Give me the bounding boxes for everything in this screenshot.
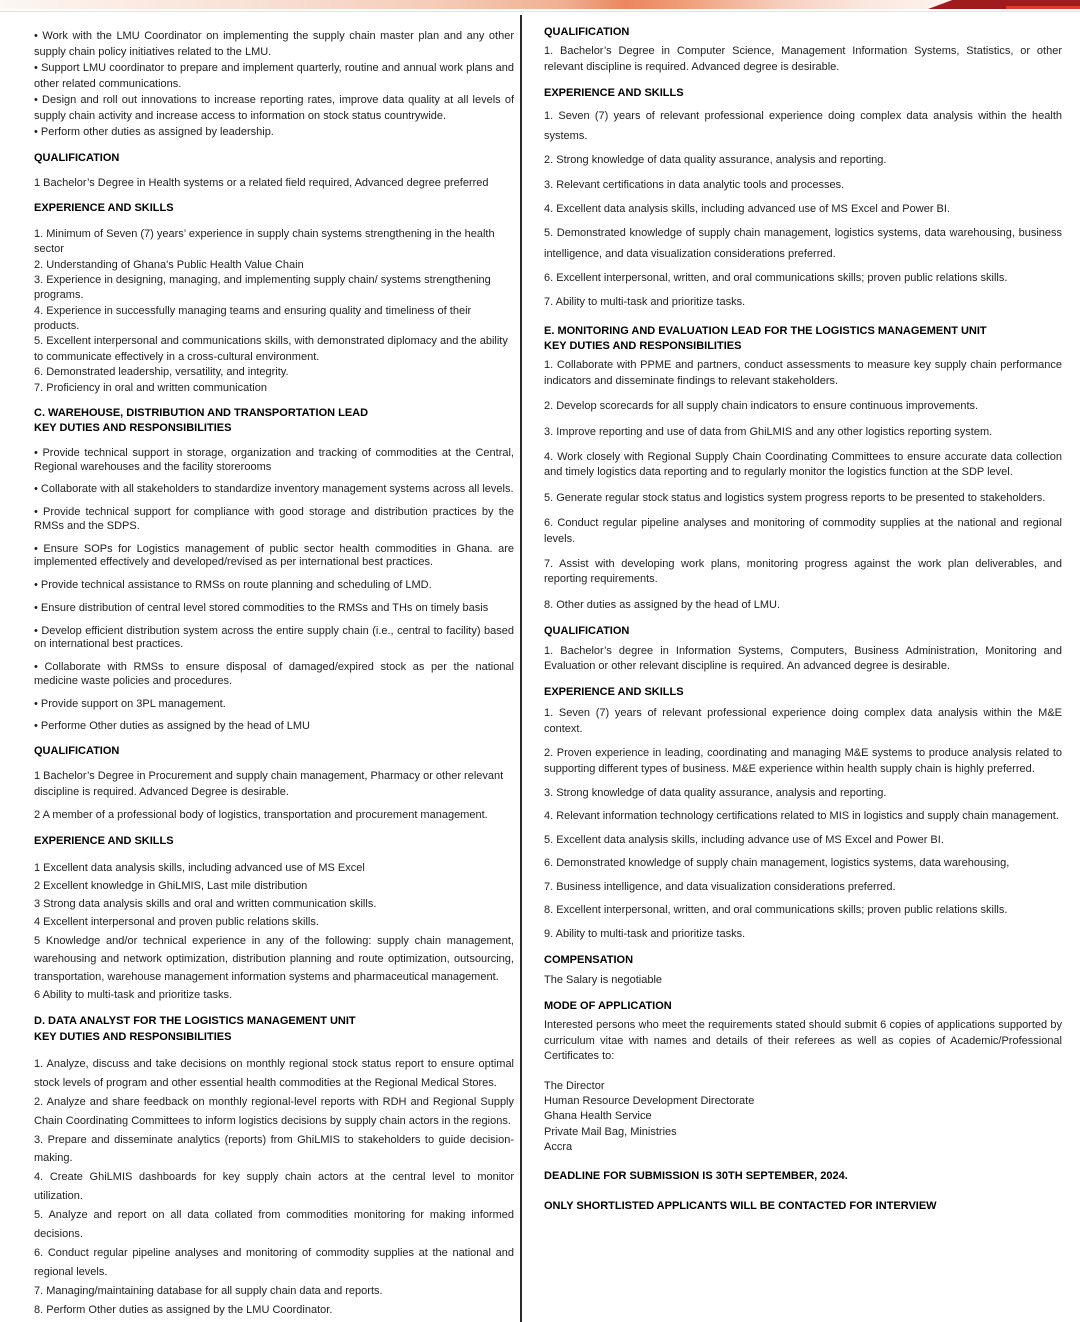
compensation-heading — [544, 953, 1062, 968]
text-line: KEY DUTIES AND RESPONSIBILITIES — [34, 422, 232, 435]
text-line: 6. Conduct regular pipeline analyses and monitoring of commodity supplies at the national and regional levels. — [544, 517, 1062, 545]
section-e-duties — [544, 358, 1062, 613]
text-line: The Director — [544, 1079, 605, 1092]
qualification-heading-e — [544, 624, 1062, 639]
text-line: 6 Ability to multi-task and prioritize tasks. — [34, 989, 233, 1001]
text-line: 1. Bachelor’s degree in Information Systems, Computers, Business Administration, Monitoring and Evaluation or other relevant discipline is required. An advanced degree is desirable. — [544, 644, 1062, 672]
text-line: • Collaborate with RMSs to ensure disposal of damaged/expired stock as per the national medicine waste policies and procedures. — [34, 661, 514, 687]
text-line: 1. Collaborate with PPME and partners, conduct assessments to measure key supply chain performance indicators and disseminate findings to relevant stakeholders. — [544, 359, 1062, 387]
qualification-item-b — [34, 176, 514, 191]
text-line: 5 Knowledge and/or technical experience in any of the following: supply chain management, warehousing and network optimization, distribution planning and route optimization, outsourcing, transportation, warehouse management information systems and pharmaceutical management. — [34, 934, 514, 983]
text-line: • Ensure distribution of central level stored commodities to the RMSs and THs on timely basis — [34, 601, 489, 614]
qualification-heading-c — [34, 744, 514, 759]
text-line: 3. Improve reporting and use of data from GhiLMIS and any other logistics reporting system. — [544, 425, 993, 438]
text-line: EXPERIENCE AND SKILLS — [34, 834, 174, 847]
text-line: 5. Excellent interpersonal and communications skills, with demonstrated diplomacy and the ability to communicate effectively in a cross-cultural environment. — [34, 335, 508, 363]
text-line: • Perform other duties as assigned by leadership. — [34, 125, 274, 138]
qualification-list-c — [34, 769, 514, 823]
text-line: The Salary is negotiable — [544, 973, 663, 986]
section-d-duties — [34, 1055, 514, 1320]
text-line: 1 Excellent data analysis skills, including advanced use of MS Excel — [34, 862, 365, 875]
text-line: Human Resource Development Directorate — [544, 1094, 755, 1107]
text-line: 2. Develop scorecards for all supply chain indicators to ensure continuous improvements. — [544, 400, 979, 413]
text-line: QUALIFICATION — [544, 625, 630, 638]
text-line: COMPENSATION — [544, 954, 634, 967]
text-line: 7. Managing/maintaining database for all supply chain data and reports. — [34, 1284, 383, 1297]
header-bright-red-band — [1006, 6, 1080, 9]
text-line: 7. Ability to multi-task and prioritize tasks. — [544, 296, 746, 309]
text-line: 5. Demonstrated knowledge of supply chain management, logistics systems, data warehousing, business intelligence, and data visualization considerations preferred. — [544, 227, 1062, 260]
text-line: 1. Analyze, discuss and take decisions on monthly regional stock status report to ensure optimal stock levels of program and other essential health commodities at the Regional Medical Stores. — [34, 1057, 514, 1089]
text-line: • Provide technical support for compliance with good storage and distribution practices by the RMSs and the SDPS. — [34, 506, 514, 532]
mode-of-application-text — [544, 1018, 1062, 1064]
text-line: 7. Assist with developing work plans, monitoring progress against the work plan deliverables, and reporting requirements. — [544, 557, 1062, 586]
experience-list-b — [34, 227, 514, 396]
text-line: DEADLINE FOR SUBMISSION IS 30TH SEPTEMBER, 2024. — [544, 1170, 848, 1183]
text-line: Private Mail Bag, Ministries — [544, 1125, 677, 1138]
text-line: MODE OF APPLICATION — [544, 999, 672, 1012]
text-line: 4. Excellent data analysis skills, including advanced use of MS Excel and Power BI. — [544, 202, 950, 215]
qualification-heading-d — [544, 25, 1062, 40]
text-line: 5. Excellent data analysis skills, including advance use of MS Excel and Power BI. — [544, 833, 944, 846]
text-line: 2. Understanding of Ghana's Public Health Value Chain — [34, 258, 304, 271]
text-line: • Design and roll out innovations to increase reporting rates, improve data quality at all levels of supply chain activity and increase access to information on stock status countrywide. — [34, 93, 514, 122]
text-line: 2. Proven experience in leading, coordinating and managing M&E systems to produce analysis related to supporting different types of business. M&E experience within health supply chain is highly preferred. — [544, 746, 1062, 776]
qualification-item-d — [544, 44, 1062, 75]
text-line: 1. Seven (7) years of relevant professional experience doing complex data analysis within the M&E context. — [544, 706, 1062, 736]
decorative-header-strip — [0, 0, 1080, 9]
text-line: 5. Analyze and report on all data collated from commodities monitoring for making informed decisions. — [34, 1209, 514, 1241]
text-line: 2 Excellent knowledge in GhiLMIS, Last mile distribution — [34, 880, 308, 893]
text-line: E. MONITORING AND EVALUATION LEAD FOR THE LOGISTICS MANAGEMENT UNIT — [544, 324, 987, 337]
text-line: 8. Other duties as assigned by the head of LMU. — [544, 598, 781, 611]
experience-heading-e — [544, 685, 1062, 700]
text-line: 1. Seven (7) years of relevant professional experience doing complex data analysis within the health systems. — [544, 109, 1062, 142]
text-line: • Provide technical assistance to RMSs on route planning and scheduling of LMD. — [34, 579, 432, 592]
document-body — [0, 12, 1080, 1322]
lmu-coordinator-duties — [34, 29, 514, 141]
text-line: 3. Relevant certifications in data analytic tools and processes. — [544, 178, 845, 191]
deadline-note — [544, 1169, 1062, 1184]
qualification-heading-b — [34, 151, 514, 166]
text-line: 6. Demonstrated leadership, versatility, and integrity. — [34, 366, 289, 379]
experience-heading-c — [34, 834, 514, 849]
text-line: 1 Bachelor’s Degree in Procurement and supply chain management, Pharmacy or other relevant discipline is required. Advanced Degree is desirable. — [34, 770, 504, 798]
text-line: 7. Business intelligence, and data visualization considerations preferred. — [544, 880, 896, 893]
text-line: Ghana Health Service — [544, 1110, 652, 1123]
section-c-heading — [34, 406, 514, 437]
text-line: EXPERIENCE AND SKILLS — [34, 202, 174, 215]
text-line: 4. Create GhiLMIS dashboards for key supply chain actors at the central level to monitor utilization. — [34, 1171, 514, 1203]
text-line: 1. Bachelor’s Degree in Computer Science, Management Information Systems, Statistics, or other relevant discipline is required. Advanced degree is desirable. — [544, 45, 1062, 73]
text-line: • Work with the LMU Coordinator on implementing the supply chain master plan and any other supply chain policy initiatives related to the LMU. — [34, 30, 514, 58]
text-line: 2. Analyze and share feedback on monthly regional-level reports with RDH and Regional Supply Chain Coordinating Committees to inform logistics decisions by supply chain actors in the regions. — [34, 1095, 514, 1127]
text-line: QUALIFICATION — [34, 745, 120, 758]
section-d-heading — [34, 1014, 514, 1045]
text-line: 9. Ability to multi-task and prioritize tasks. — [544, 927, 746, 940]
text-line: • Develop efficient distribution system across the entire supply chain (i.e., central to facility) based on international best practices. — [34, 624, 514, 651]
text-line: 8. Perform Other duties as assigned by the LMU Coordinator. — [34, 1303, 333, 1316]
section-e-heading — [544, 324, 1062, 355]
text-line: 3. Prepare and disseminate analytics (reports) from GhiLMIS to stakeholders to guide decision-making. — [34, 1133, 514, 1165]
text-line: • Collaborate with all stakeholders to standardize inventory management systems across all levels. — [34, 483, 514, 496]
text-line: EXPERIENCE AND SKILLS — [544, 686, 684, 699]
text-line: 4. Relevant information technology certifications related to MIS in logistics and supply chain management. — [544, 810, 1059, 823]
experience-heading-b — [34, 201, 514, 216]
text-line: 4. Work closely with Regional Supply Chain Coordinating Committees to ensure accurate data collection and timely logistics data reporting and to regularly monitor the logistics function at the SDP level. — [544, 451, 1062, 479]
text-line: Accra — [544, 1141, 573, 1154]
compensation-text — [544, 973, 1062, 988]
text-line: 8. Excellent interpersonal, written, and oral communications skills; proven public relations skills. — [544, 904, 1008, 917]
text-line: 4. Experience in successfully managing teams and ensuring quality and timeliness of their products. — [34, 304, 472, 333]
text-line: EXPERIENCE AND SKILLS — [544, 87, 684, 100]
text-line: 3. Strong knowledge of data quality assurance, analysis and reporting. — [544, 786, 887, 799]
application-address — [544, 1079, 1062, 1156]
qualification-item-e — [544, 644, 1062, 675]
text-line: 3 Strong data analysis skills and oral and written communication skills. — [34, 898, 377, 911]
text-line: 3. Experience in designing, managing, and implementing supply chain/ systems strengthening programs. — [34, 273, 491, 302]
shortlist-note — [544, 1199, 1062, 1214]
experience-list-c — [34, 859, 514, 1004]
text-line: 2. Strong knowledge of data quality assurance, analysis and reporting. — [544, 154, 887, 167]
experience-list-d — [544, 106, 1062, 313]
text-line: • Provide support on 3PL management. — [34, 697, 226, 710]
section-c-duties — [34, 447, 514, 734]
text-line: • Performe Other duties as assigned by the head of LMU — [34, 720, 310, 733]
text-line: 4 Excellent interpersonal and proven public relations skills. — [34, 916, 319, 929]
text-line: 1. Minimum of Seven (7) years’ experience in supply chain systems strengthening in the health sector — [34, 227, 495, 256]
text-line: C. WAREHOUSE, DISTRIBUTION AND TRANSPORTATION LEAD — [34, 407, 369, 420]
text-line: QUALIFICATION — [34, 151, 120, 164]
text-line: 7. Proficiency in oral and written communication — [34, 381, 267, 394]
text-line: 6. Conduct regular pipeline analyses and monitoring of commodity supplies at the national and regional levels. — [34, 1246, 514, 1278]
text-line: KEY DUTIES AND RESPONSIBILITIES — [34, 1030, 232, 1043]
header-gradient — [0, 0, 1080, 9]
text-line: 1 Bachelor’s Degree in Health systems or a related field required, Advanced degree preferred — [34, 176, 489, 189]
mode-of-application-heading — [544, 999, 1062, 1014]
text-line: D. DATA ANALYST FOR THE LOGISTICS MANAGEMENT UNIT — [34, 1015, 356, 1028]
text-line: ONLY SHORTLISTED APPLICANTS WILL BE CONTACTED FOR INTERVIEW — [544, 1199, 937, 1212]
text-line: • Provide technical support in storage, organization and tracking of commodities at the Central, Regional warehouses and the facility storerooms — [34, 446, 514, 473]
text-line: 2 A member of a professional body of logistics, transportation and procurement management. — [34, 809, 488, 822]
text-line: 6. Excellent interpersonal, written, and oral communications skills; proven public relations skills. — [544, 271, 1008, 284]
text-line: QUALIFICATION — [544, 26, 630, 38]
text-line: 6. Demonstrated knowledge of supply chain management, logistics systems, data warehousing, — [544, 857, 1010, 870]
text-line: • Support LMU coordinator to prepare and implement quarterly, routine and annual work plans and other related communications. — [34, 61, 514, 90]
text-line: • Ensure SOPs for Logistics management of public sector health commodities in Ghana. are implemented effectively and developed/revised as per international best practices. — [34, 542, 514, 569]
right-column — [522, 12, 1080, 1322]
experience-list-e — [544, 705, 1062, 943]
text-line: KEY DUTIES AND RESPONSIBILITIES — [544, 340, 742, 353]
text-line: 5. Generate regular stock status and logistics system progress reports to be presented to stakeholders. — [544, 491, 1046, 504]
text-line: Interested persons who meet the requirements stated should submit 6 copies of applications supported by curriculum vitae with names and details of their referees as well as copies of Academic/Professional Certificates to: — [544, 1019, 1062, 1063]
experience-heading-d — [544, 86, 1062, 101]
left-column — [0, 12, 520, 1322]
